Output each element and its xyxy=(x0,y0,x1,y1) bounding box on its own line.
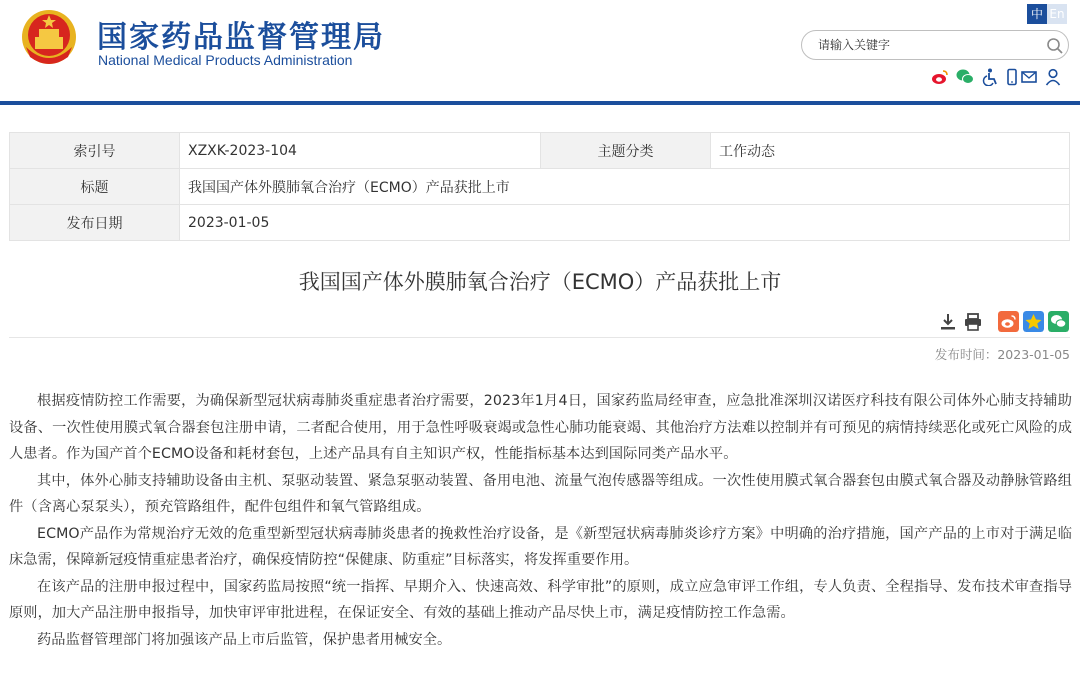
article-title: 我国国产体外膜肺氧合治疗（ECMO）产品获批上市 xyxy=(298,270,782,294)
site-header xyxy=(0,0,1080,105)
table-row xyxy=(10,133,1070,169)
article-meta-table xyxy=(9,132,1070,241)
table-row xyxy=(10,205,1070,241)
date-label: 发布日期 xyxy=(10,205,180,241)
publish-date: 发布时间：2023-01-05 xyxy=(934,347,1070,362)
wechat-icon[interactable] xyxy=(956,68,974,86)
user-icon[interactable] xyxy=(1044,68,1062,86)
article-paragraph: 在该产品的注册申报过程中，国家药监局按照“统一指挥、早期介入、快速高效、科学审批”的原则，成立应急审评工作组，专人负责、全程指导、发布技术审查指导原则，加大产品注册申报指导，加快审评审批进程，在保证安全、有效的基础上推动产品尽快上市，满足疫情防控工作急需。 xyxy=(9,578,1072,621)
print-icon[interactable] xyxy=(963,312,983,332)
index-label: 索引号 xyxy=(10,133,180,169)
share-qzone-icon[interactable] xyxy=(1023,311,1044,332)
search-box xyxy=(801,30,1069,60)
download-icon[interactable] xyxy=(938,312,958,332)
national-emblem-icon xyxy=(20,7,78,67)
site-title-en[interactable]: National Medical Products Administration xyxy=(98,52,353,68)
category-value: 工作动态 xyxy=(711,133,1070,169)
article-paragraph: 其中，体外心肺支持辅助设备由主机、泵驱动装置、紧急泵驱动装置、备用电池、流量气泡传感器等组成。一次性使用膜式氧合器套包由膜式氧合器及动静脉管路组件（含离心泵泵头），预充管路组件，配件包组件和氧气管路组成。 xyxy=(9,472,1072,515)
article-paragraph: 根据疫情防控工作需要，为确保新型冠状病毒肺炎重症患者治疗需要，2023年1月4日，国家药监局经审查，应急批准深圳汉诺医疗科技有限公司体外心肺支持辅助设备、一次性使用膜式氧合器套包注册申请，二者配合使用，用于急性呼吸衰竭或急性心肺功能衰竭、其他治疗方法难以控制并有可预见的病情持续恶化或死亡风险的成人患者。作为国产首个ECMO设备和耗材套包，上述产品具有自主知识产权，性能指标基本达到国际同类产品水平。 xyxy=(9,393,1072,462)
share-wechat-icon[interactable] xyxy=(1048,311,1069,332)
article-paragraph: ECMO产品作为常规治疗无效的危重型新型冠状病毒肺炎患者的挽救性治疗设备，是《新型冠状病毒肺炎诊疗方案》中明确的治疗措施，国产产品的上市对于满足临床急需，保障新冠疫情重症患者治疗，确保疫情防控“保健康、防重症”目标落实，将发挥重要作用。 xyxy=(9,525,1072,568)
mail-icon[interactable] xyxy=(1020,68,1038,86)
category-label: 主题分类 xyxy=(541,133,711,169)
site-title-cn[interactable]: 国家药品监督管理局 xyxy=(97,20,385,55)
title-divider xyxy=(9,337,1070,338)
weibo-icon[interactable] xyxy=(931,68,949,86)
accessibility-icon[interactable] xyxy=(982,68,1000,86)
share-weibo-icon[interactable] xyxy=(998,311,1019,332)
article-body xyxy=(9,388,1072,653)
header-divider xyxy=(0,101,1080,105)
table-row xyxy=(10,169,1070,205)
search-input[interactable] xyxy=(818,36,1028,54)
lang-cn-button[interactable]: 中 xyxy=(1027,4,1047,24)
search-icon[interactable] xyxy=(1046,37,1064,55)
mobile-icon[interactable] xyxy=(1003,68,1021,86)
lang-en-button[interactable]: En xyxy=(1047,4,1067,24)
date-value: 2023-01-05 xyxy=(180,205,1070,241)
index-value: XZXK-2023-104 xyxy=(180,133,541,169)
title-value: 我国国产体外膜肺氧合治疗（ECMO）产品获批上市 xyxy=(180,169,1070,205)
title-label: 标题 xyxy=(10,169,180,205)
article-paragraph: 药品监督管理部门将加强该产品上市后监管，保护患者用械安全。 xyxy=(37,631,452,648)
